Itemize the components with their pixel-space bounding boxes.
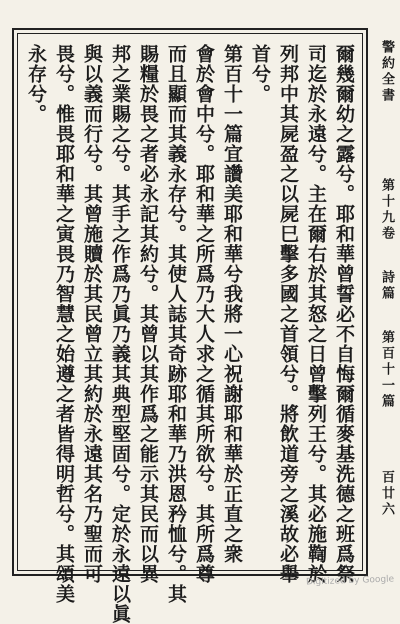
text-column-1: 爾幾爾幼之露兮。耶和華曾誓必不自悔爾循麥基洗德之班爲祭 (333, 44, 355, 584)
text-column-8: 賜糧於畏之者必永記其約兮。其曾以其作爲之能示其民而以異 (137, 44, 159, 584)
chapter-label: 第百十一篇 (379, 330, 394, 410)
text-column-5: 第百十一篇宜讚美耶和華兮我將一心祝謝耶和華於正直之衆 (221, 44, 243, 564)
text-column-12: 永存兮。 (25, 44, 47, 124)
text-column-10: 與以義而行兮。其曾施贖於其民曾立其約於永遠其名乃聖而可 (81, 44, 103, 584)
book-title: 警約全書 (379, 40, 394, 104)
text-column-7: 而且顯而其義永存兮。其使人誌其奇跡耶和華乃洪恩矜恤兮。其 (165, 44, 187, 604)
text-column-6: 會於會中兮。耶和華之所爲乃大人求之循其所欲兮。其所爲尊 (193, 44, 215, 584)
text-column-11: 畏兮。惟畏耶和華之寅畏乃智慧之始遵之者皆得明哲兮。其頌美 (53, 44, 75, 604)
text-column-4: 首兮。 (249, 44, 271, 104)
text-column-9: 邦之業賜之兮。其手之作爲乃眞乃義其典型堅固兮。定於永遠以眞 (109, 44, 131, 624)
section-label: 詩篇 (379, 270, 394, 302)
digitization-watermark: Digitized by Google (305, 574, 395, 588)
page-number: 百廿六 (379, 470, 394, 518)
volume-label: 第十九卷 (379, 178, 394, 242)
text-column-2: 司迄於永遠兮。主在爾右於其怒之日曾擊列王兮。其必施鞫於 (305, 44, 327, 584)
text-column-3: 列邦中其屍盈之以屍巳擊多國之首領兮。將飲道旁之溪故必舉 (277, 44, 299, 584)
